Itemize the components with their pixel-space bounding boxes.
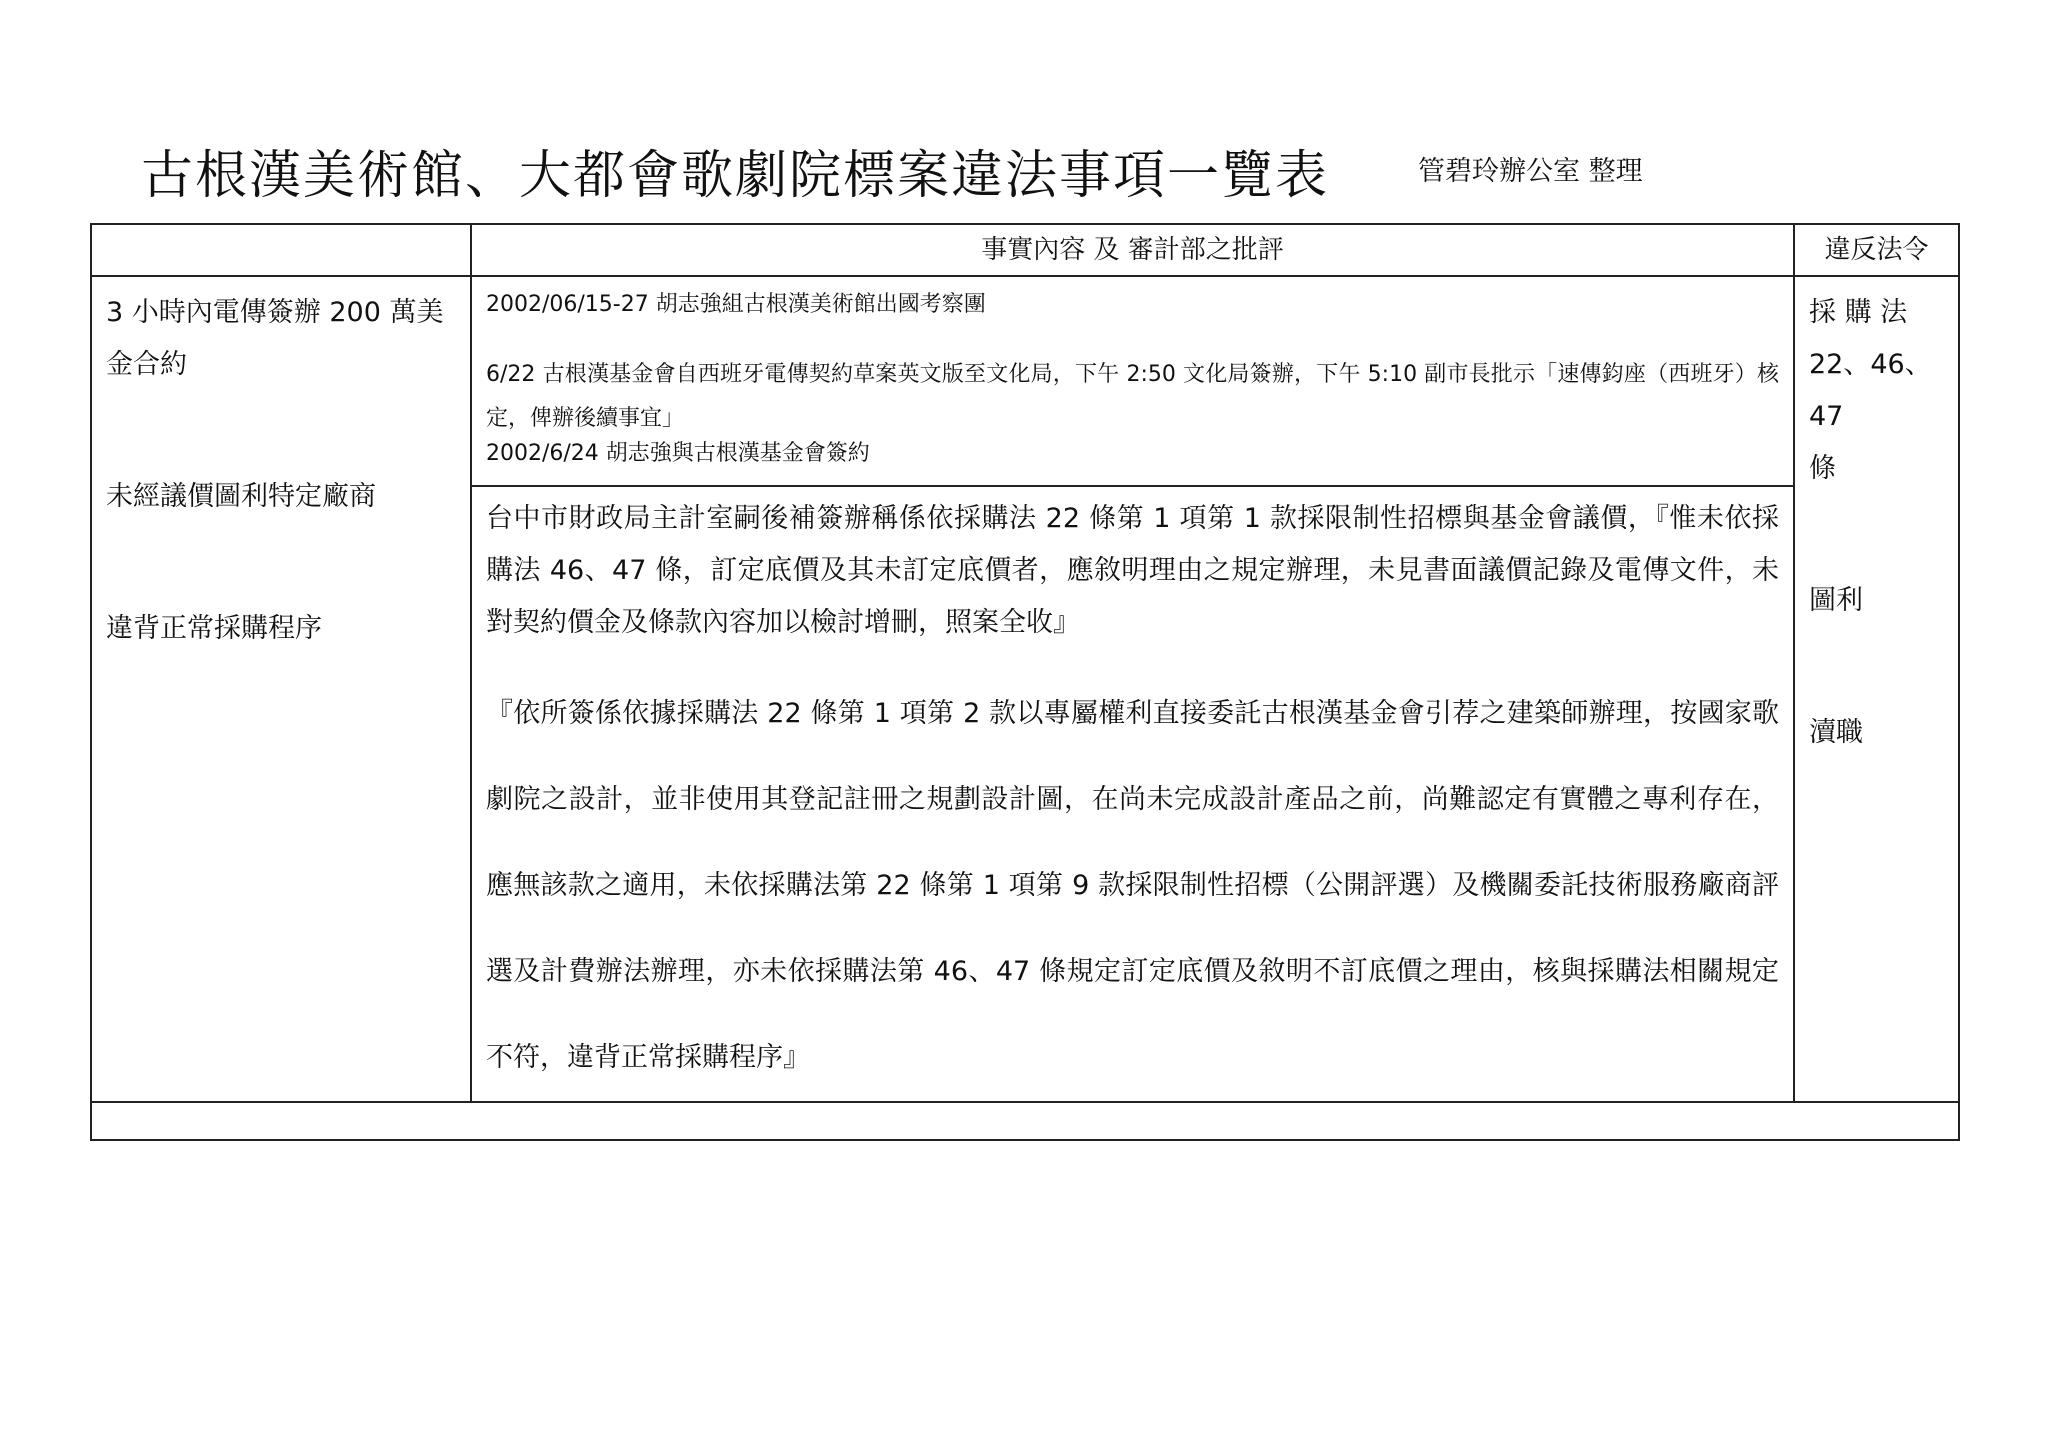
audit-paragraph: 台中市財政局主計室嗣後補簽辦稱係依採購法 22 條第 1 項第 1 款採限制性招標與基金會議價，『惟未依採購法 46、47 條，訂定底價及其未訂定底價者，應敘明理由之規定辦理，未見書面議價記錄及電傳文件，未對契約價金及條款內容加以檢討增刪，照案全收』 [486,503,1779,638]
law-cell [1794,276,1959,1102]
law-item: 22、46、47 [1809,349,1932,432]
facts-timeline [472,277,1793,487]
header-empty-cell [91,224,471,276]
header-facts: 事實內容 及 審計部之批評 [471,224,1794,276]
violations-table [90,223,1960,1141]
table-body-row [91,276,1959,1102]
timeline-entry: 2002/6/24 胡志強與古根漢基金會簽約 [486,441,870,466]
document-title: 古根漢美術館、大都會歌劇院標案違法事項一覽表 [141,146,1330,206]
law-item: 採 購 法 [1809,297,1908,328]
header-law: 違反法令 [1794,224,1959,276]
issue-item: 未經議價圖利特定廠商 [106,481,376,512]
audit-paragraph: 『依所簽係依據採購法 22 條第 1 項第 2 款以專屬權利直接委託古根漢基金會引荐之建築師辦理，按國家歌劇院之設計，並非使用其登記註冊之規劃設計圖，在尚未完成設計產品之前，尚難認定有實體之專利存在，應無該款之適用，未依採購法第 22 條第 1 項第 9 款採限制性招標（公開評選）及機關委託技術服務廠商評選及計費辦法辦理，亦未依採購法第 46、47 條規定訂定底價及敘明不訂底價之理由，核與採購法相關規定不符，違背正常採購程序』 [486,698,1779,1073]
law-item: 瀆職 [1809,717,1863,748]
law-item: 圖利 [1809,585,1863,616]
timeline-entry: 6/22 古根漢基金會自西班牙電傳契約草案英文版至文化局，下午 2:50 文化局簽辦，下午 5:10 副市長批示「速傳鈞座（西班牙）核定，俾辦後續事宜」 [486,362,1779,431]
table-footer-row [91,1102,1959,1140]
footer-empty-cell [91,1102,1959,1140]
law-item: 條 [1809,453,1836,484]
table-header-row [91,224,1959,276]
author-credit: 管碧玲辦公室 整理 [1418,156,1643,187]
issue-item: 3 小時內電傳簽辦 200 萬美金合約 [106,297,444,380]
timeline-entry: 2002/06/15-27 胡志強組古根漢美術館出國考察團 [486,292,986,317]
facts-cell [471,276,1794,1102]
audit-criticism [472,487,1793,1101]
issues-cell [91,276,471,1102]
issue-item: 違背正常採購程序 [106,613,322,644]
